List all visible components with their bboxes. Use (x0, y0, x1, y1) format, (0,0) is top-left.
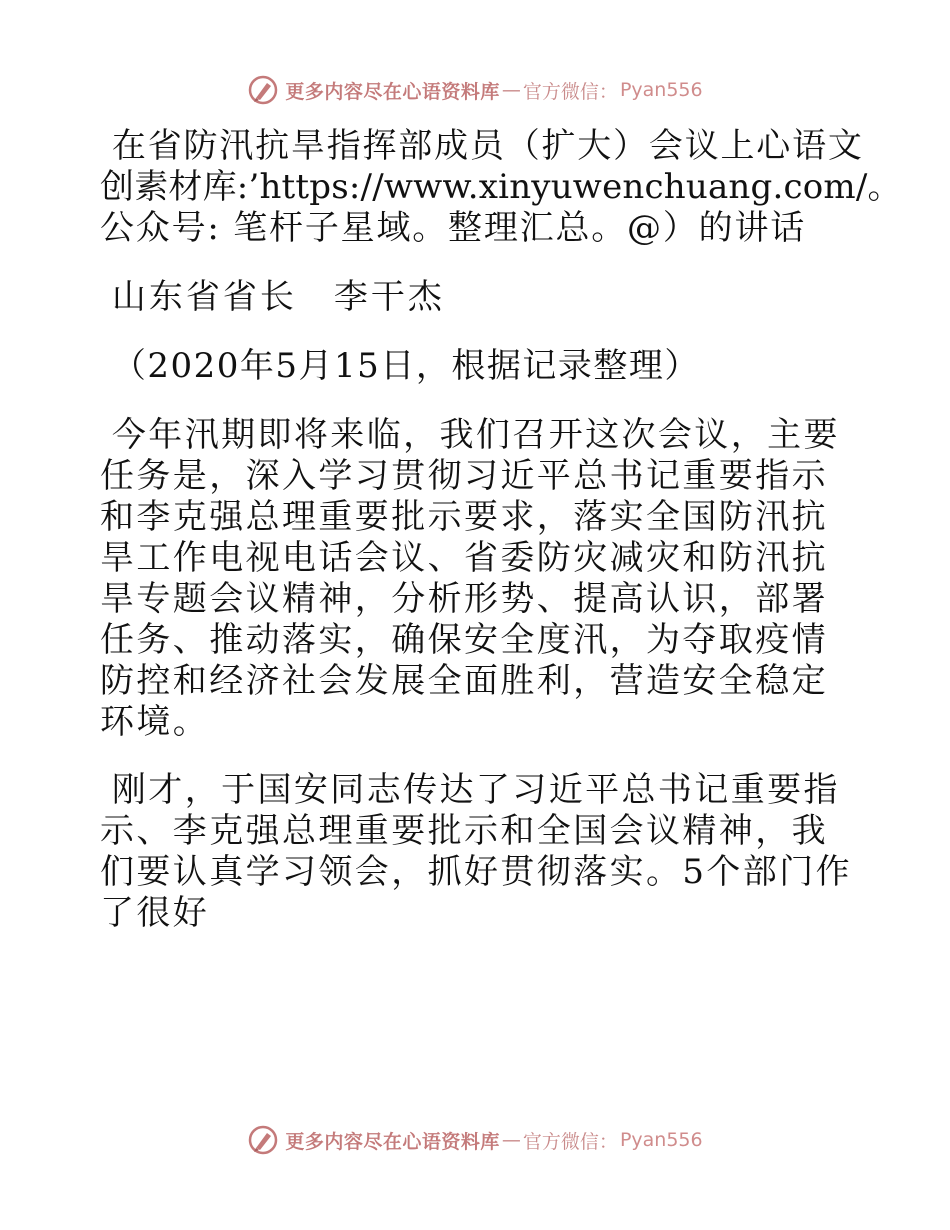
paragraph-2: 刚才，于国安同志传达了习近平总书记重要指示、李克强总理重要批示和全国会议精神，我们要认真学习领会，抓好贯彻落实。5个部门作了很好 (100, 770, 853, 933)
date-note: （2020年5月15日，根据记录整理） (111, 346, 700, 386)
watermark-brand: 更多内容尽在心语资料库 (285, 1130, 500, 1153)
pen-nib-circle-icon (247, 74, 279, 106)
document-body (100, 126, 902, 934)
watermark-wechat-label: 官方微信： (522, 1130, 618, 1153)
watermark-wechat-label: 官方微信： (522, 80, 618, 103)
watermark-banner-top (0, 70, 950, 110)
title-line-1: 在省防汛抗旱指挥部成员（扩大）会议上心语文 (111, 126, 864, 166)
title-line-2: 创素材库:’https://www.xinyuwenchuang.com/。 (100, 167, 902, 207)
pen-nib-circle-icon (247, 1124, 279, 1156)
watermark-account: Pyan556 (619, 1129, 703, 1151)
watermark-separator: — (501, 79, 521, 101)
watermark-brand: 更多内容尽在心语资料库 (285, 80, 500, 103)
title-line-3: 公众号: 笔杆子星域。整理汇总。@）的讲话 (100, 208, 807, 248)
watermark-account: Pyan556 (619, 79, 703, 101)
watermark-banner-bottom (0, 1120, 950, 1160)
document-title (100, 126, 902, 249)
speaker-line: 山东省省长 李干杰 (111, 277, 445, 317)
watermark-separator: — (501, 1129, 521, 1151)
paragraph-1: 今年汛期即将来临，我们召开这次会议，主要任务是，深入学习贯彻习近平总书记重要指示和李克强总理重要批示要求，落实全国防汛抗旱工作电视电话会议、省委防灾减灾和防汛抗旱专题会议精神，分析形势、提高认识，部署任务、推动落实，确保安全度汛，为夺取疫情防控和经济社会发展全面胜利，营造安全稳定环境。 (100, 415, 840, 742)
